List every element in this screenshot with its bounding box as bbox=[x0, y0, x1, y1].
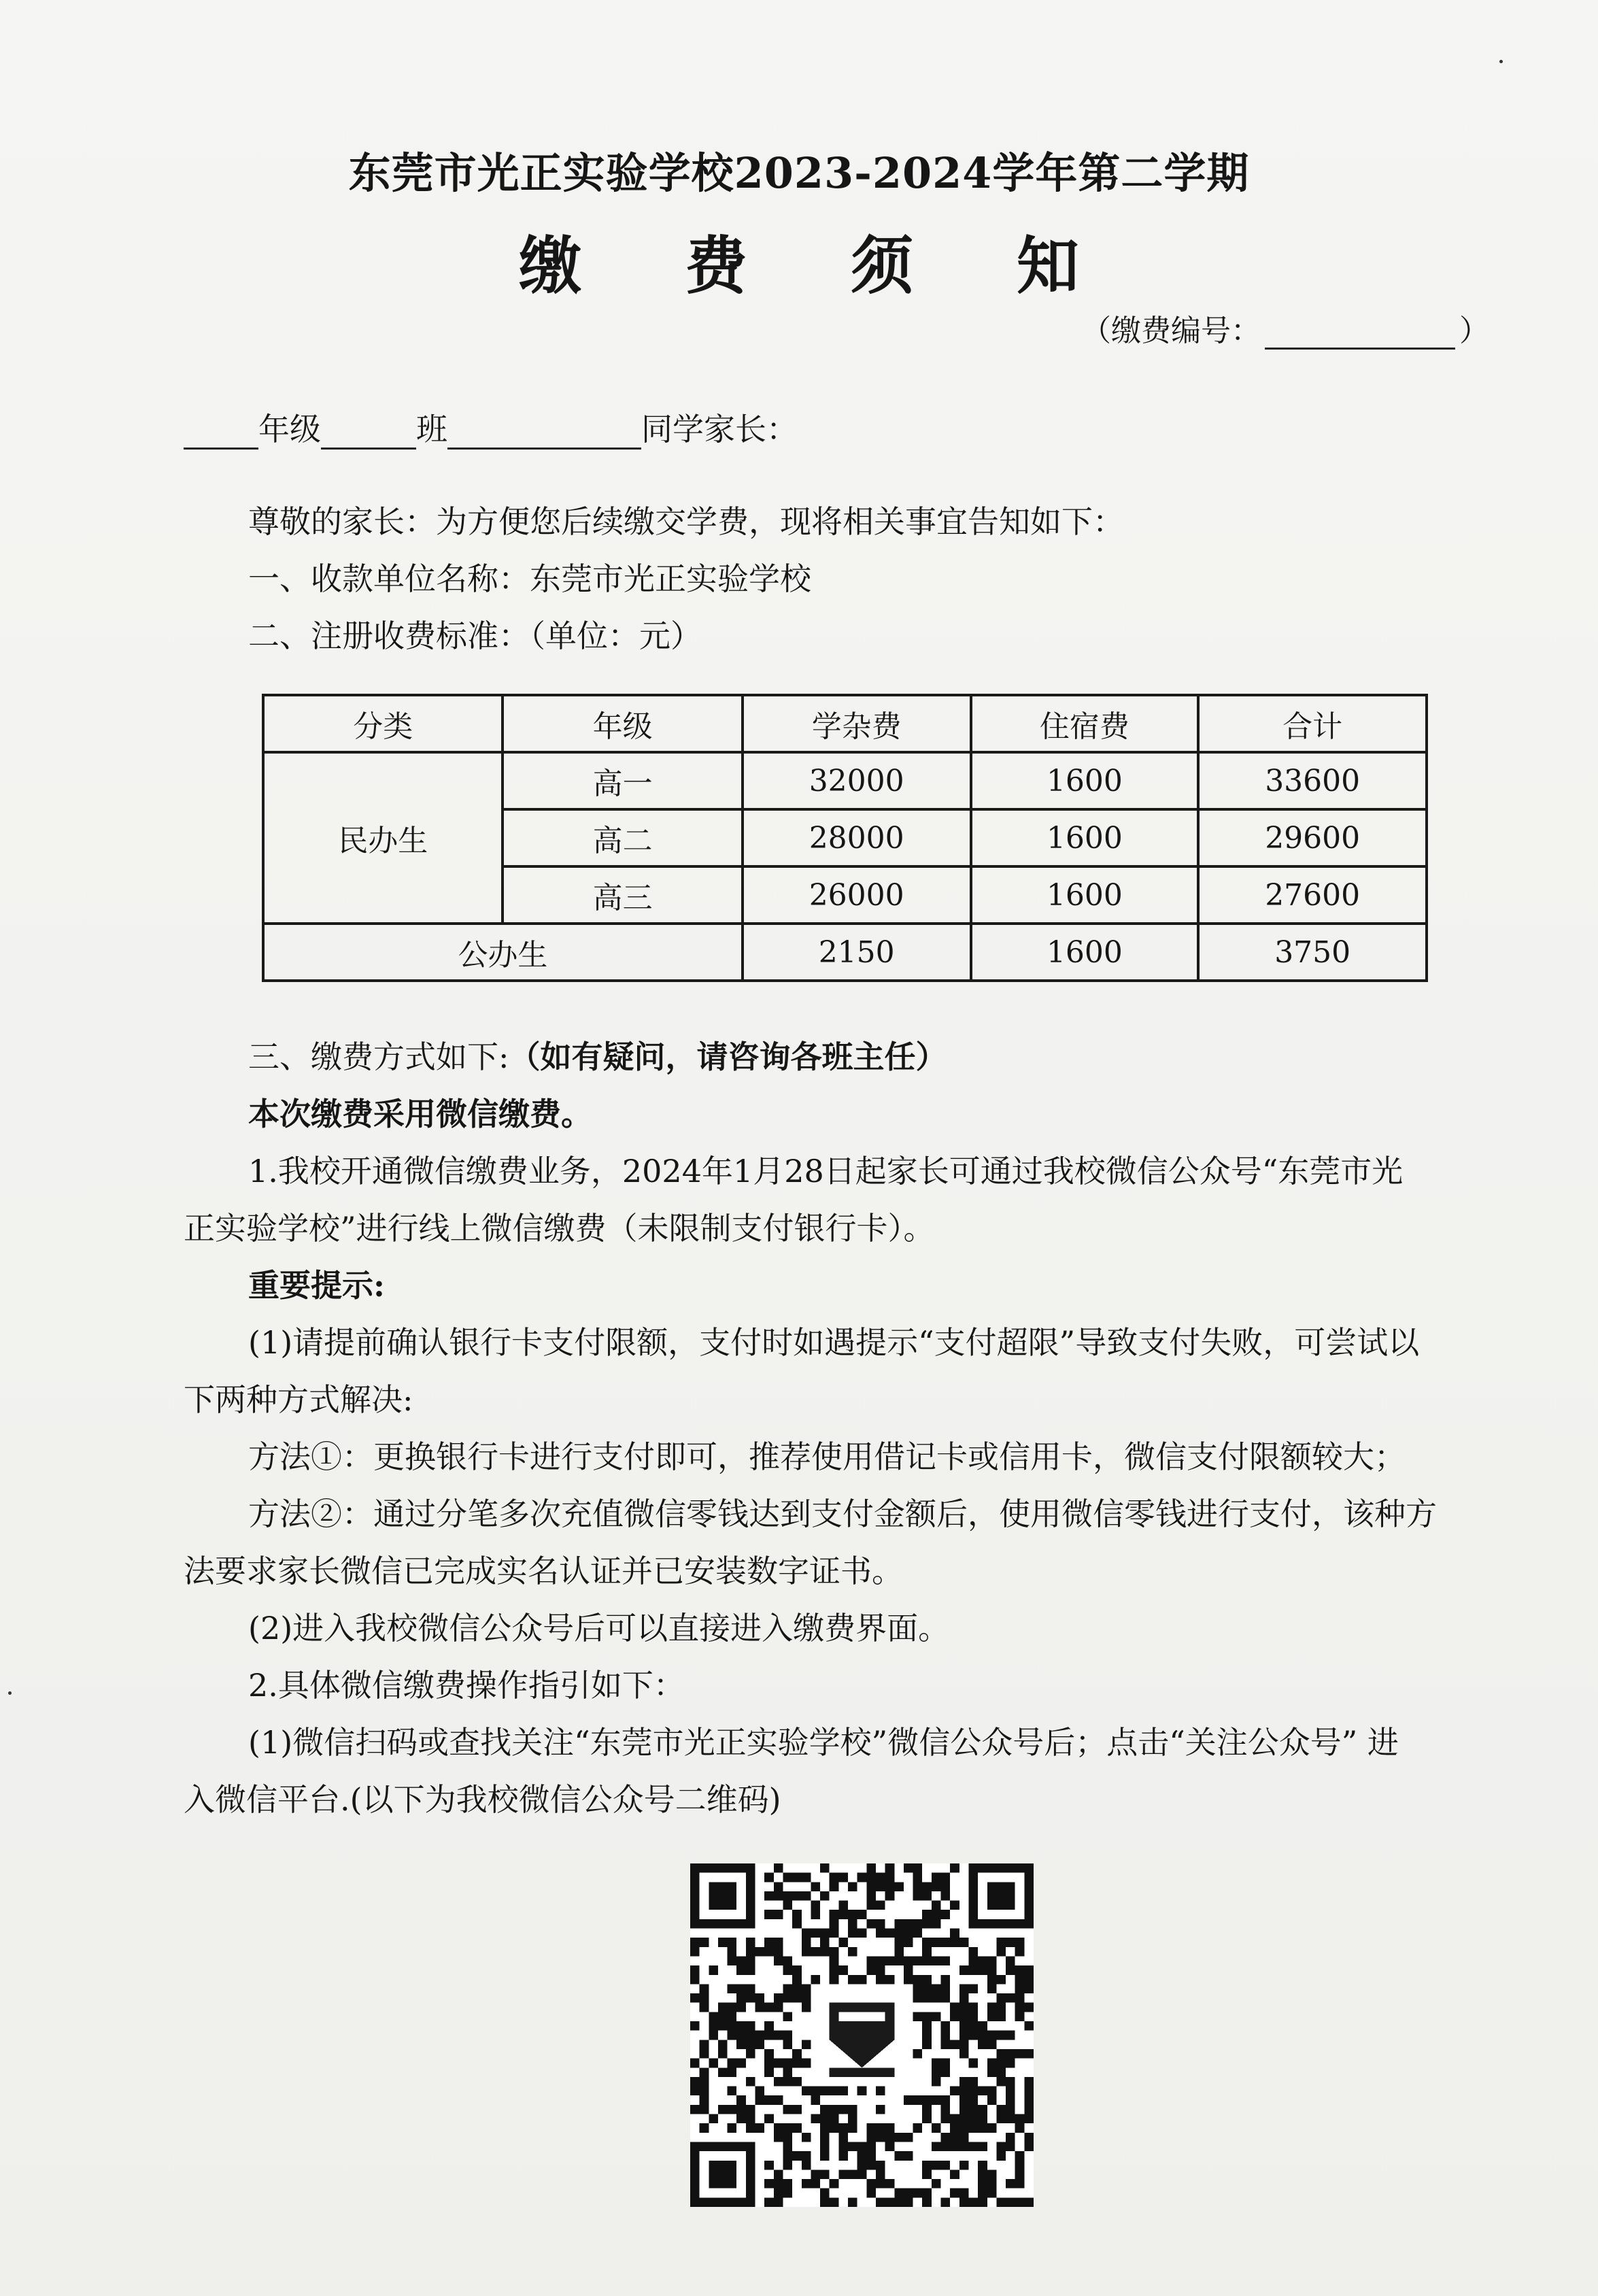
class-line bbox=[184, 405, 798, 450]
section-3-heading bbox=[184, 1028, 1530, 1085]
intro-item-2: 二、注册收费标准：（单位：元） bbox=[248, 618, 702, 654]
row-tuition: 26000 bbox=[743, 866, 971, 924]
scan-speck bbox=[8, 1691, 12, 1695]
intro-item-1: 一、收款单位名称：东莞市光正实验学校 bbox=[248, 560, 811, 597]
public-total: 3750 bbox=[1198, 924, 1427, 981]
row-total: 33600 bbox=[1198, 752, 1427, 809]
tip-1-line-2: 下两种方式解决: bbox=[184, 1381, 413, 1418]
header-tuition: 学杂费 bbox=[743, 695, 971, 752]
table-header-row bbox=[263, 695, 1427, 752]
way-2-line-1: 方法②：通过分笔多次充值微信零钱达到支付金额后，使用微信零钱进行支付，该种方 bbox=[248, 1496, 1437, 1532]
scan-speck bbox=[1499, 60, 1503, 63]
greeting-text: 尊敬的家长：为方便您后续缴交学费，现将相关事宜告知如下： bbox=[248, 503, 1124, 540]
class-label: 班 bbox=[416, 411, 447, 448]
row-grade: 高三 bbox=[503, 866, 742, 924]
section-3 bbox=[184, 1028, 1530, 1828]
wechat-qr-code bbox=[690, 1863, 1034, 2207]
way-1: 方法①：更换银行卡进行支付即可，推荐使用借记卡或信用卡，微信支付限额较大； bbox=[248, 1438, 1406, 1475]
row-tuition: 32000 bbox=[743, 752, 971, 809]
table-row bbox=[263, 752, 1427, 809]
parent-label: 同学家长： bbox=[641, 411, 798, 448]
tip-1-line-1: (1)请提前确认银行卡支付限额，支付时如遇提示“支付超限”导致支付失败，可尝试以 bbox=[248, 1324, 1420, 1361]
row-boarding: 1600 bbox=[971, 752, 1199, 809]
row-boarding: 1600 bbox=[971, 866, 1199, 924]
header-boarding: 住宿费 bbox=[971, 695, 1199, 752]
step-1-line-1: (1)微信扫码或查找关注“东莞市光正实验学校”微信公众号后；点击“关注公众号” 进 bbox=[248, 1724, 1399, 1761]
intro-block bbox=[248, 493, 1496, 664]
grade-label: 年级 bbox=[258, 411, 321, 448]
fee-number-close: ） bbox=[1459, 314, 1489, 348]
grade-blank bbox=[184, 413, 258, 450]
row-tuition: 28000 bbox=[743, 809, 971, 866]
tip-2: (2)进入我校微信公众号后可以直接进入缴费界面。 bbox=[248, 1610, 950, 1647]
fee-number-blank bbox=[1265, 316, 1455, 350]
way-2-line-2: 法要求家长微信已完成实名认证并已安装数字证书。 bbox=[184, 1553, 903, 1589]
fee-number-field bbox=[1081, 306, 1489, 350]
fee-table bbox=[262, 694, 1428, 982]
header-total: 合计 bbox=[1198, 695, 1427, 752]
step-1-line-2: 入微信平台.(以下为我校微信公众号二维码) bbox=[184, 1781, 781, 1818]
payment-method: 本次缴费采用微信缴费。 bbox=[248, 1096, 592, 1132]
public-tuition: 2150 bbox=[743, 924, 971, 981]
table-row bbox=[263, 924, 1427, 981]
fee-number-label: （缴费编号： bbox=[1081, 314, 1261, 348]
header-category: 分类 bbox=[263, 695, 503, 752]
paragraph-1-line-2: 正实验学校”进行线上微信缴费（未限制支付银行卡）。 bbox=[184, 1210, 935, 1247]
class-blank bbox=[321, 413, 416, 450]
public-boarding: 1600 bbox=[971, 924, 1199, 981]
row-total: 29600 bbox=[1198, 809, 1427, 866]
section-3-heading-text: 三、缴费方式如下: bbox=[248, 1039, 509, 1075]
group-label-private: 民办生 bbox=[263, 752, 503, 924]
paragraph-2: 2.具体微信缴费操作指引如下： bbox=[248, 1667, 685, 1704]
document-subtitle: 缴 费 须 知 bbox=[518, 229, 1121, 303]
header-grade: 年级 bbox=[503, 695, 742, 752]
row-total: 27600 bbox=[1198, 866, 1427, 924]
row-grade: 高二 bbox=[503, 809, 742, 866]
student-name-blank bbox=[447, 413, 641, 450]
school-logo-icon bbox=[820, 1993, 904, 2077]
paragraph-1-line-1: 1.我校开通微信缴费业务，2024年1月28日起家长可通过我校微信公众号“东莞市光 bbox=[248, 1153, 1404, 1189]
row-boarding: 1600 bbox=[971, 809, 1199, 866]
section-3-heading-note: （如有疑问，请咨询各班主任） bbox=[509, 1039, 947, 1075]
row-grade: 高一 bbox=[503, 752, 742, 809]
important-heading: 重要提示: bbox=[248, 1267, 385, 1304]
document-title: 东莞市光正实验学校2023-2024学年第二学期 bbox=[348, 148, 1250, 198]
public-label: 公办生 bbox=[263, 924, 743, 981]
